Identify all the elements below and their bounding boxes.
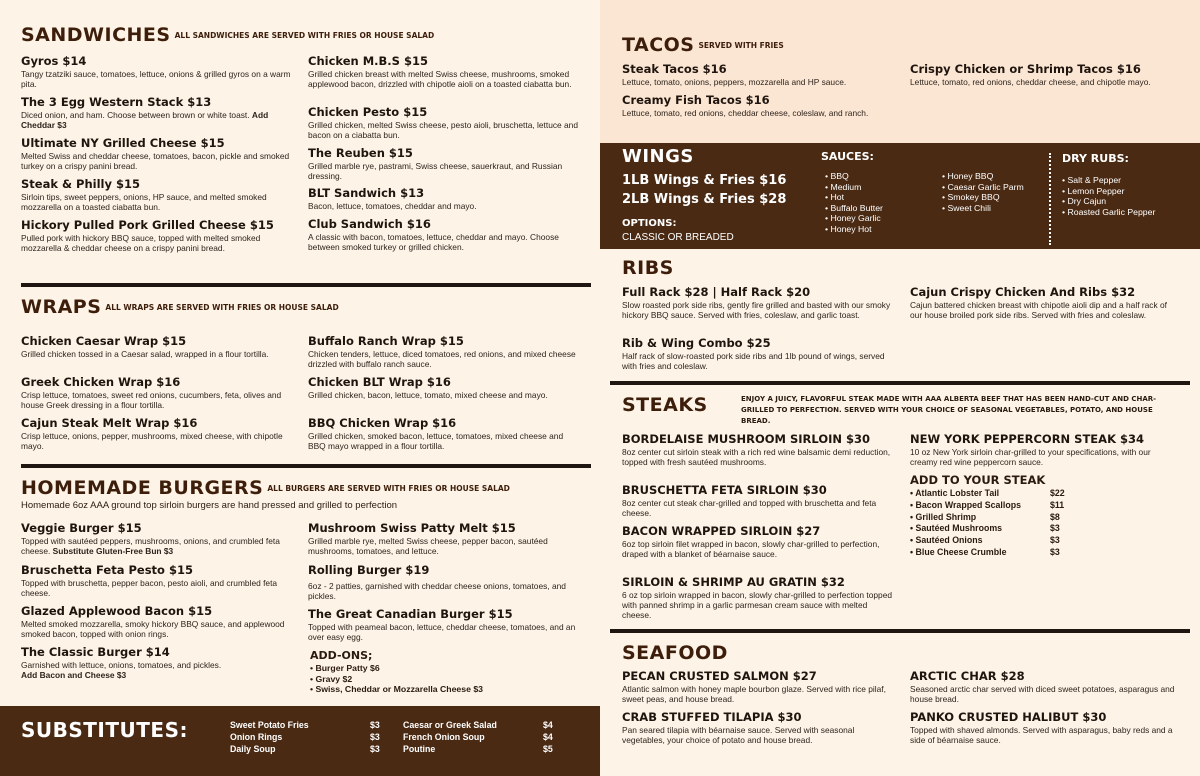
steaks-note: ENJOY A JUICY, FLAVORFUL STEAK MADE WITH AAA ALBERTA BEEF THAT HAS BEEN HAND-CUT AND CHAR-GRILLED TO PERFECTION. SERVED WITH YOUR CHOICE OF SEASONAL VEGETABLES, POTATO, AND HOUSE BREAD. xyxy=(741,395,1157,425)
section-divider xyxy=(610,381,1190,385)
menu-item: PECAN CRUSTED SALMON $27 Atlantic salmon with honey maple bourbon glaze. Served with rice pilaf, sweet peas, and house bread. xyxy=(622,669,886,704)
menu-item: SIRLOIN & SHRIMP AU GRATIN $32 6 oz top sirloin wrapped in bacon, slowly char-grilled to perfection topped with panned shrimp in a garlic parmesan cream sauce with melted cheese. xyxy=(622,575,893,620)
sauces-list-1 xyxy=(825,171,883,234)
menu-item: BACON WRAPPED SIRLOIN $27 6oz top sirloin filet wrapped in bacon, slowly char-grilled to perfection, draped with a blanket of béarnaise sauce. xyxy=(622,524,880,559)
substitutes-heading: SUBSTITUTES: xyxy=(21,718,188,742)
menu-item: Full Rack $28 | Half Rack $20 Slow roasted pork side ribs, gently fire grilled and basted with our smoky hickory BBQ sauce. Served with fries, coleslaw, and garlic toast. xyxy=(622,285,891,320)
sauce-item: • Honey BBQ xyxy=(942,171,1024,182)
wraps-heading: WRAPS ALL WRAPS ARE SERVED WITH FRIES OR HOUSE SALAD xyxy=(21,296,339,318)
sauce-item: • Hot xyxy=(825,192,883,203)
section-divider xyxy=(21,464,591,468)
menu-item: The Great Canadian Burger $15 Topped with peameal bacon, lettuce, cheddar cheese, tomatoes, and an over easy egg. xyxy=(308,607,576,642)
menu-item: Rolling Burger $19 6oz - 2 patties, garnished with cheddar cheese onions, tomatoes, and pickles. xyxy=(308,563,566,601)
menu-item: Club Sandwich $16 A classic with bacon, tomatoes, lettuce, cheddar and mayo. Choose between smoked turkey or grilled chicken. xyxy=(308,217,559,252)
menu-item: Rib & Wing Combo $25 Half rack of slow-roasted pork side ribs and 1lb pound of wings, served with fries and coleslaw. xyxy=(622,336,885,371)
menu-item: Chicken Pesto $15 Grilled chicken, melted Swiss cheese, pesto aioli, bruschetta, lettuce and bacon on a ciabatta bun. xyxy=(308,105,578,140)
menu-item: BRUSCHETTA FETA SIRLOIN $30 8oz center cut steak char-grilled and topped with bruschetta and feta cheese. xyxy=(622,483,877,518)
burgers-heading: HOMEMADE BURGERS ALL BURGERS ARE SERVED WITH FRIES OR HOUSE SALAD xyxy=(21,477,510,499)
menu-item: The 3 Egg Western Stack $13 Diced onion, and ham. Choose between brown or white toast. Add Cheddar $3 xyxy=(21,95,269,130)
menu-item: Gyros $14 Tangy tzatziki sauce, tomatoes, lettuce, onions & grilled gyros on a warm pita. xyxy=(21,54,291,89)
substitutes-col-2 xyxy=(403,720,553,755)
substitute-item: Daily Soup $3 xyxy=(230,743,380,754)
substitute-item: Poutine $5 xyxy=(403,743,553,754)
sauce-item: • Smokey BBQ xyxy=(942,192,1024,203)
sauce-item: • Honey Hot xyxy=(825,224,883,235)
rub-item: • Roasted Garlic Pepper xyxy=(1062,207,1155,218)
sauce-item: • Buffalo Butter xyxy=(825,203,883,214)
add-to-steak-list xyxy=(910,488,1065,559)
ribs-heading: RIBS xyxy=(622,257,674,279)
menu-item: Bruschetta Feta Pesto $15 Topped with bruschetta, pepper bacon, pesto aioli, and crumbled feta cheese. xyxy=(21,563,278,598)
sauces-list-2 xyxy=(942,171,1024,213)
steak-addon: • Grilled Shrimp $8 xyxy=(910,511,1060,522)
steak-addon: • Blue Cheese Crumble $3 xyxy=(910,546,1060,557)
substitute-item: Onion Rings $3 xyxy=(230,731,380,742)
menu-item: Mushroom Swiss Patty Melt $15 Grilled marble rye, melted Swiss cheese, pepper bacon, sautéed mushrooms, tomatoes, and lettuce. xyxy=(308,521,548,556)
sauce-item: • BBQ xyxy=(825,171,883,182)
section-divider xyxy=(610,629,1190,633)
rub-item: • Lemon Pepper xyxy=(1062,186,1155,197)
menu-item: Ultimate NY Grilled Cheese $15 Melted Swiss and cheddar cheese, tomatoes, bacon, pickle and smoked turkey on a crispy panini bread. xyxy=(21,136,290,171)
menu-item: Greek Chicken Wrap $16 Crisp lettuce, tomatoes, sweet red onions, cucumbers, feta, olives and house Greek dressing in a flour tortilla. xyxy=(21,375,282,410)
right-menu-page xyxy=(600,0,1200,776)
substitutes-col-1 xyxy=(230,720,380,755)
substitute-item: French Onion Soup $4 xyxy=(403,731,553,742)
menu-item: The Reuben $15 Grilled marble rye, pastrami, Swiss cheese, sauerkraut, and Russian dressing. xyxy=(308,146,563,181)
sauce-item: • Sweet Chili xyxy=(942,203,1024,214)
steak-addon: • Sautéed Mushrooms $3 xyxy=(910,523,1060,534)
menu-item: The Classic Burger $14 Garnished with lettuce, onions, tomatoes, and pickles. Add Bacon and Cheese $3 xyxy=(21,645,222,680)
addons xyxy=(310,649,483,695)
wings-options: CLASSIC OR BREADED xyxy=(622,232,734,243)
dry-rubs-title: DRY RUBS: xyxy=(1062,152,1129,165)
substitute-item: Sweet Potato Fries $3 xyxy=(230,720,380,730)
tacos-heading: TACOS SERVED WITH FRIES xyxy=(622,34,784,56)
burgers-intro: Homemade 6oz AAA ground top sirloin burgers are hand pressed and grilled to perfection xyxy=(21,500,398,511)
wings-price-2lb: 2LB Wings & Fries $28 xyxy=(622,192,787,207)
add-to-steak-title: ADD TO YOUR STEAK xyxy=(910,473,1046,487)
dry-rubs-list xyxy=(1062,175,1155,217)
sauce-item: • Honey Garlic xyxy=(825,213,883,224)
menu-item: NEW YORK PEPPERCORN STEAK $34 10 oz New York sirloin char-grilled to your specifications, with our creamy red wine peppercorn sauce. xyxy=(910,432,1151,467)
menu-item: ARCTIC CHAR $28 Seasoned arctic char served with diced sweet potatoes, asparagus and house bread. xyxy=(910,669,1175,704)
sauce-item: • Caesar Garlic Parm xyxy=(942,182,1024,193)
rub-item: • Dry Cajun xyxy=(1062,196,1155,207)
sandwiches-heading: SANDWICHES ALL SANDWICHES ARE SERVED WITH FRIES OR HOUSE SALAD xyxy=(21,24,435,46)
wings-prices xyxy=(622,171,786,209)
wings-band xyxy=(600,143,1200,249)
seafood-heading: SEAFOOD xyxy=(622,642,728,664)
rub-item: • Salt & Pepper xyxy=(1062,175,1155,186)
steaks-heading: STEAKS xyxy=(622,394,708,416)
menu-item: Steak & Philly $15 Sirloin tips, sweet peppers, onions, HP sauce, and melted smoked mozzarella on a toasted ciabatta bun. xyxy=(21,177,267,212)
menu-item: Hickory Pulled Pork Grilled Cheese $15 Pulled pork with hickory BBQ sauce, topped with melted smoked mozzarella & cheddar cheese on a crispy panini bread. xyxy=(21,218,274,253)
sauces-title: SAUCES: xyxy=(821,150,874,163)
wings-options-title: OPTIONS: xyxy=(622,218,677,229)
wings-dotted-divider xyxy=(1049,153,1051,245)
sauce-item: • Medium xyxy=(825,182,883,193)
section-divider xyxy=(21,283,591,287)
menu-item: Buffalo Ranch Wrap $15 Chicken tenders, lettuce, diced tomatoes, red onions, and mixed cheese drizzled with buffalo ranch sauce. xyxy=(308,334,576,369)
wings-heading: WINGS xyxy=(622,146,694,167)
wings-price-1lb: 1LB Wings & Fries $16 xyxy=(622,173,787,188)
menu-item: Crispy Chicken or Shrimp Tacos $16 Lettuce, tomato, red onions, cheddar cheese, and chipotle mayo. xyxy=(910,62,1151,87)
menu-item: CRAB STUFFED TILAPIA $30 Pan seared tilapia with béarnaise sauce. Served with seasonal vegetables, your choice of potato and house bread. xyxy=(622,710,855,745)
menu-item: Steak Tacos $16 Lettuce, tomato, onions, peppers, mozzarella and HP sauce. xyxy=(622,62,847,87)
steak-addon: • Sautéed Onions $3 xyxy=(910,535,1060,546)
addon-item: • Gravy $2 xyxy=(310,674,483,685)
menu-item: Chicken Caesar Wrap $15 Grilled chicken tossed in a Caesar salad, wrapped in a flour tortilla. xyxy=(21,334,269,359)
menu-item: Cajun Steak Melt Wrap $16 Crisp lettuce, onions, pepper, mushrooms, mixed cheese, with chipotle mayo. xyxy=(21,416,283,451)
menu-item: BBQ Chicken Wrap $16 Grilled chicken, smoked bacon, lettuce, tomatoes, mixed cheese and BBQ mayo wrapped in a flour tortilla. xyxy=(308,416,564,451)
addon-item: • Swiss, Cheddar or Mozzarella Cheese $3 xyxy=(310,684,483,695)
menu-item: Creamy Fish Tacos $16 Lettuce, tomato, red onions, cheddar cheese, coleslaw, and ranch. xyxy=(622,93,869,118)
menu-item: Glazed Applewood Bacon $15 Melted smoked mozzarella, smoky hickory BBQ sauce, and applewood smoked bacon, topped with onion rings. xyxy=(21,604,285,639)
menu-item: BORDELAISE MUSHROOM SIRLOIN $30 8oz center cut sirloin steak with a rich red wine balsamic demi reduction, topped with fresh sautéed mushrooms. xyxy=(622,432,891,467)
menu-item: Cajun Crispy Chicken And Ribs $32 Cajun battered chicken breast with chipotle aioli dip and a half rack of our house broiled pork side ribs. Served with fries and coleslaw. xyxy=(910,285,1167,320)
menu-item: BLT Sandwich $13 Bacon, lettuce, tomatoes, cheddar and mayo. xyxy=(308,186,477,211)
menu-item: PANKO CRUSTED HALIBUT $30 Topped with shaved almonds. Served with asparagus, baby reds and a side of béarnaise sauce. xyxy=(910,710,1173,745)
addon-item: • Burger Patty $6 xyxy=(310,663,483,674)
addons-list xyxy=(310,663,483,695)
steak-addon: • Bacon Wrapped Scallops $11 xyxy=(910,499,1065,510)
menu-item: Chicken BLT Wrap $16 Grilled chicken, bacon, lettuce, tomato, mixed cheese and mayo. xyxy=(308,375,548,400)
addons-title: ADD-ONS; xyxy=(310,649,373,662)
menu-item: Chicken M.B.S $15 Grilled chicken breast with melted Swiss cheese, mushrooms, smoked applewood bacon, drizzled with chipotle aioli on a toasted ciabatta bun. xyxy=(308,54,572,89)
steak-addon: • Atlantic Lobster Tail $22 xyxy=(910,488,1065,498)
substitute-item: Caesar or Greek Salad $4 xyxy=(403,720,553,730)
substitutes-band xyxy=(0,706,600,776)
menu-item: Veggie Burger $15 Topped with sautéed peppers, mushrooms, onions, and crumbled feta cheese. Substitute Gluten-Free Bun $3 xyxy=(21,521,280,556)
